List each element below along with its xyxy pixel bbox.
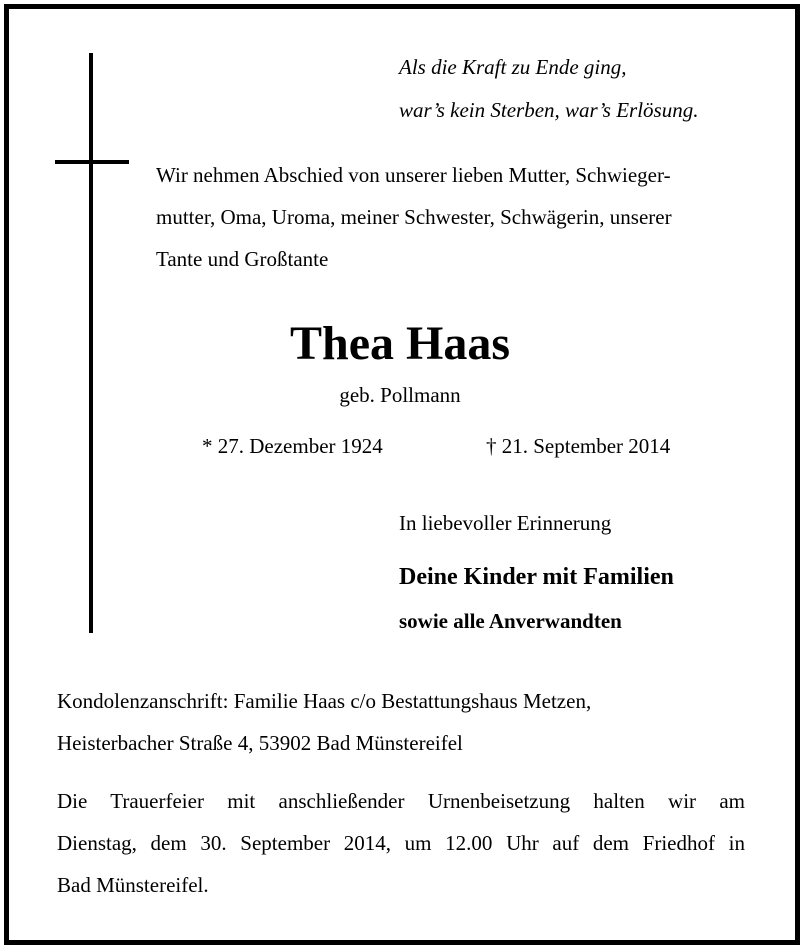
cross-icon-horizontal-bar	[55, 160, 129, 164]
condolence-address	[57, 680, 591, 764]
deceased-name: Thea Haas	[289, 317, 511, 370]
birth-date: * 27. Dezember 1924	[202, 434, 383, 458]
motto-line: war’s kein Sterben, war’s Erlösung.	[399, 98, 699, 122]
ceremony-line: Dienstag, dem 30. September 2014, um 12.00 Uhr auf dem Friedhof in	[57, 831, 745, 855]
farewell-intro	[156, 154, 746, 280]
death-date: † 21. September 2014	[486, 434, 671, 458]
intro-line: Wir nehmen Abschied von unserer lieben Mutter, Schwieger-	[156, 163, 671, 187]
condolence-line: Heisterbacher Straße 4, 53902 Bad Münstereifel	[57, 731, 463, 755]
maiden-name: geb. Pollmann	[339, 383, 461, 407]
intro-line: mutter, Oma, Uroma, meiner Schwester, Schwägerin, unserer	[156, 205, 672, 229]
ceremony-notice	[57, 780, 745, 906]
intro-line: Tante und Großtante	[156, 247, 329, 271]
memory-line: In liebevoller Erinnerung	[399, 511, 612, 535]
motto-line: Als die Kraft zu Ende ging,	[399, 55, 627, 79]
mourners-family: Deine Kinder mit Familien	[399, 564, 674, 590]
mourners-relatives: sowie alle Anverwandten	[399, 609, 622, 633]
ceremony-line: Bad Münstereifel.	[57, 873, 209, 897]
motto-verse	[399, 46, 698, 132]
ceremony-line: Die Trauerfeier mit anschließender Urnenbeisetzung halten wir am	[57, 789, 745, 813]
condolence-line: Kondolenzanschrift: Familie Haas c/o Bestattungshaus Metzen,	[57, 689, 592, 713]
